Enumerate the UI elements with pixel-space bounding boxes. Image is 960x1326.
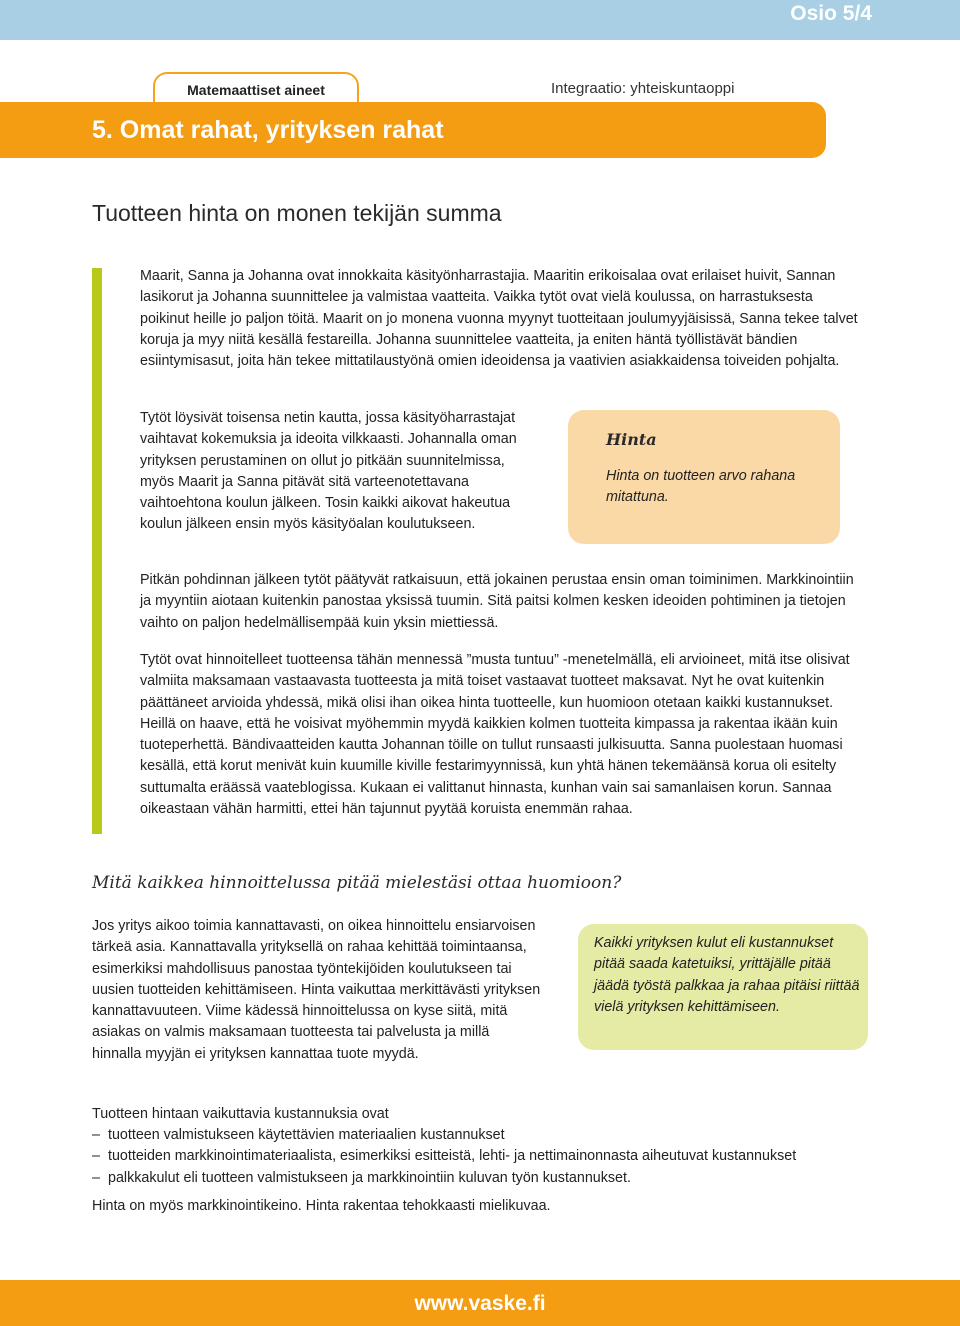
paragraph-pricing: Tytöt ovat hinnoitelleet tuotteensa tähän mennessä ”musta tuntuu” -menetelmällä, eli arvioineet, mitä itse olisivat valmiita maksamaan vastaavasta tuotteesta ja mitä toiset vastaavat tuotteet maksavat. Nyt he ovat kuitenkin päättäneet arvioida yhdessä, mikä olisi ihan oikea hinta tuotteelle, kun huomioon otetaan kaikki kustannukset. Heillä on haave, että he voisivat myöhemmin myydä kaikkien kolmen tuotteita kimpassa ja rakentaa ikään kuin tuoteperhettä. Bändivaatteiden kautta Johannan töille on tullut runsaasti julkisuutta. Sanna puolestaan huomasi kesällä, että korut menivät kuin kuumille kiville festarimyynnissä, kun yhtä hänen tekemäänsä korua oli esitelty suttumalta eräässä vaateblogissa. Kukaan ei valittanut hinnasta, kunhan vain sai samanlaisen korun. Sannaa oikeastaan vähän harmitti, ettei hän tajunnut pyytää koruista enemmän rahaa. [140,652,850,818]
paragraph-marketing: Hinta on myös markkinointikeino. Hinta rakentaa tehokkaasti mielikuvaa. [92,1198,551,1214]
subject-tab: Matemaattiset aineet [153,72,359,102]
section-label: Osio 5/4 [790,2,872,25]
paragraph-decision: Pitkän pohdinnan jälkeen tytöt päätyvät ratkaisuun, että jokainen perustaa ensin oman toiminimen. Markkinointiin ja myyntiin aiotaan kuitenkin panostaa yksissä tuumin. Sitä paitsi kolmen kesken ideoiden pohtiminen ja tietojen vaihto on paljon hedelmällisempää kuin yksin miettiessä. [140,572,854,631]
paragraph-meeting: Tytöt löysivät toisensa netin kautta, jossa käsityöharrastajat vaihtavat kokemuksia ja ideoita vilkkaasti. Johannalla oman yrityksen perustaminen on ollut jo pitkään suunnitelmissa, myös Maarit ja Sanna pitävät sitä varteenotettavana vaihtoehtona koulun jälkeen. Tosin kaikki aikovat hakeutua koulun jälkeen ensin myös käsityöalan koulutukseen. [140,410,517,533]
list-item-text: tuotteiden markkinointimateriaalista, esimerkiksi esitteistä, lehti- ja nettimainonnasta aiheutuvat kustannukset [108,1148,797,1165]
paragraph-profitability: Jos yritys aikoo toimia kannattavasti, on oikea hinnoittelu ensiarvoisen tärkeä asia. Kannattavalla yrityksellä on rahaa kehittää toimintaansa, esimerkiksi mahdollisuus panostaa työntekijöiden koulutukseen tai uusien tuotteiden kehittämiseen. Hinta vaikuttaa merkittävästi yrityksen kannattavuuteen. Viime kädessä hinnoittelussa on kyse siitä, mitä asiakas on valmis maksamaan tuotteesta tai palvelusta ja millä hinnalla myyjän ei yrityksen kannattaa tuote myydä. [92,918,541,1062]
chapter-title: 5. Omat rahat, yrityksen rahat [92,116,444,144]
definition-box [568,410,840,544]
integration-label: Integraatio: yhteiskuntaoppi [551,80,735,97]
chapter-banner [0,102,826,158]
list-item [92,1125,812,1146]
footer-url[interactable]: www.vaske.fi [414,1292,546,1315]
list-item [92,1168,812,1189]
accent-bar [92,268,102,834]
cost-list [92,1125,812,1189]
footer-bar [0,1280,960,1326]
costs-intro: Tuotteen hintaan vaikuttavia kustannuksia ovat [92,1106,389,1122]
question-heading: Mitä kaikkea hinnoittelussa pitää mielestäsi ottaa huomioon? [92,873,622,893]
note-text: Kaikki yrityksen kulut eli kustannukset pitää saada katetuiksi, yrittäjälle pitää jäädä työstä palkkaa ja rahaa pitäisi riittää vielä yrityksen kehittämiseen. [594,935,860,1015]
list-dash: – [92,1148,100,1165]
paragraph-intro: Maarit, Sanna ja Johanna ovat innokkaita käsityönharrastajia. Maaritin erikoisalaa ovat erilaiset huivit, Sannan lasikorut ja Johanna suunnittelee ja valmistaa vaatteita. Vaikka tytöt ovat vielä koulussa, on harrastuksesta poikinut heille jo paljon töitä. Maarit on jo monena vuonna myynyt tuotteitaan joulumyyjäisissä, Sanna tekee talvet koruja ja myy niitä kesällä festareilla. Johanna suunnittelee vaatteita, ja eniten häntä työllistävät bändien esiintymisasut, joita hän tekee mittatilaustyönä omien ideoidensa ja vaativien asiakkaidensa toiveiden pohjalta. [140,268,858,370]
list-dash: – [92,1169,100,1186]
list-item-text: tuotteen valmistukseen käytettävien materiaalien kustannukset [108,1127,505,1143]
list-item-text: palkkakulut eli tuotteen valmistukseen ja markkinointiin kuluvan työn kustannukset. [108,1169,631,1186]
definition-text: Hinta on tuotteen arvo rahana mitattuna. [606,468,796,505]
list-item [92,1146,812,1167]
note-box [578,924,868,1050]
page-heading: Tuotteen hinta on monen tekijän summa [92,200,502,226]
definition-title: Hinta [606,430,657,449]
top-bar [0,0,960,40]
list-dash: – [92,1127,100,1143]
